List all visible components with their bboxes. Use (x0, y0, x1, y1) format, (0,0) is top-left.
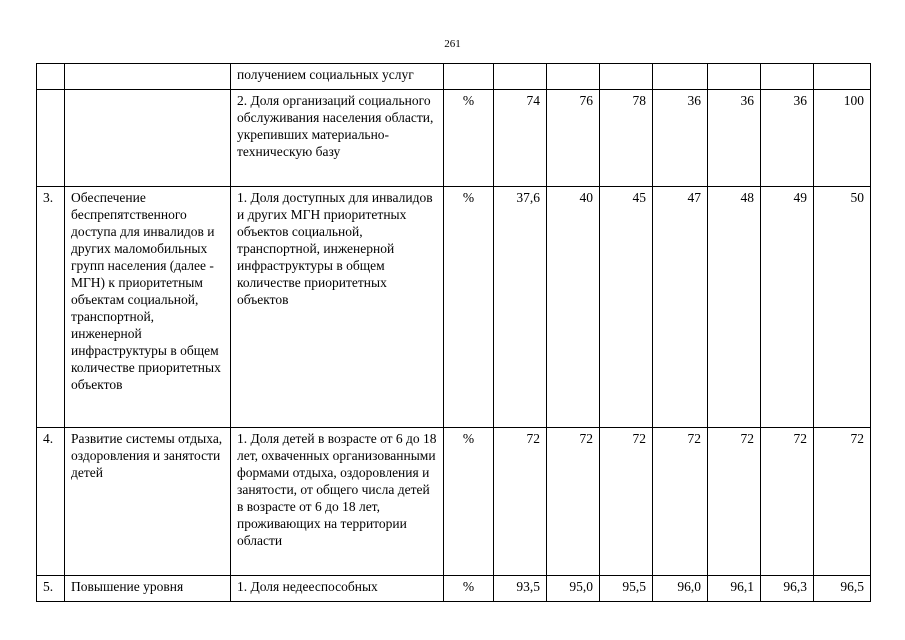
value-cell: 93,5 (494, 576, 547, 602)
value-cell: 96,3 (761, 576, 814, 602)
page-number: 261 (444, 38, 461, 50)
unit-cell: % (444, 428, 494, 576)
row-number: 3. (37, 187, 65, 428)
value-cell: 72 (653, 428, 708, 576)
table-row (37, 576, 871, 602)
table-row (37, 64, 871, 90)
value-cell: 45 (600, 187, 653, 428)
value-cell: 95,5 (600, 576, 653, 602)
value-cell: 72 (494, 428, 547, 576)
value-cell: 72 (761, 428, 814, 576)
value-cell (600, 64, 653, 90)
value-cell: 72 (814, 428, 871, 576)
value-cell (708, 64, 761, 90)
unit-cell: % (444, 90, 494, 187)
value-cell: 48 (708, 187, 761, 428)
value-cell: 40 (547, 187, 600, 428)
goal-cell: Развитие системы отдыха, оздоровления и занятости детей (65, 428, 231, 576)
goal-cell: Обеспечение беспрепятственного доступа для инвалидов и других маломобильных групп населения (далее - МГН) к приоритетным объектам социальной, транспортной, инженерной инфраструктуры в общем количестве приоритетных объектов (65, 187, 231, 428)
goal-cell: Повышение уровня (65, 576, 231, 602)
goal-cell (65, 90, 231, 187)
value-cell (494, 64, 547, 90)
unit-cell (444, 64, 494, 90)
value-cell: 72 (600, 428, 653, 576)
indicator-cell: 1. Доля доступных для инвалидов и других МГН приоритетных объектов социальной, транспортной, инженерной инфраструктуры в общем количестве приоритетных объектов (231, 187, 444, 428)
indicators-table (36, 63, 871, 602)
value-cell: 37,6 (494, 187, 547, 428)
row-number: 4. (37, 428, 65, 576)
value-cell: 36 (761, 90, 814, 187)
value-cell: 96,5 (814, 576, 871, 602)
value-cell: 76 (547, 90, 600, 187)
value-cell: 100 (814, 90, 871, 187)
row-number (37, 90, 65, 187)
value-cell: 36 (653, 90, 708, 187)
row-number: 5. (37, 576, 65, 602)
value-cell (761, 64, 814, 90)
indicator-cell: 1. Доля детей в возрасте от 6 до 18 лет, охваченных организованными формами отдыха, оздоровления и занятости, от общего числа детей в возрасте от 6 до 18 лет, проживающих на территории области (231, 428, 444, 576)
table-row (37, 187, 871, 428)
value-cell: 96,0 (653, 576, 708, 602)
value-cell: 72 (708, 428, 761, 576)
value-cell: 72 (547, 428, 600, 576)
value-cell: 36 (708, 90, 761, 187)
value-cell: 96,1 (708, 576, 761, 602)
value-cell: 50 (814, 187, 871, 428)
value-cell: 78 (600, 90, 653, 187)
row-number (37, 64, 65, 90)
unit-cell: % (444, 187, 494, 428)
value-cell: 74 (494, 90, 547, 187)
indicator-cell: получением социальных услуг (231, 64, 444, 90)
indicator-cell: 1. Доля недееспособных (231, 576, 444, 602)
value-cell (814, 64, 871, 90)
table-row (37, 428, 871, 576)
goal-cell (65, 64, 231, 90)
value-cell: 49 (761, 187, 814, 428)
table-row (37, 90, 871, 187)
unit-cell: % (444, 576, 494, 602)
value-cell (547, 64, 600, 90)
value-cell: 47 (653, 187, 708, 428)
indicator-cell: 2. Доля организаций социального обслуживания населения области, укрепивших материально-техническую базу (231, 90, 444, 187)
value-cell (653, 64, 708, 90)
value-cell: 95,0 (547, 576, 600, 602)
